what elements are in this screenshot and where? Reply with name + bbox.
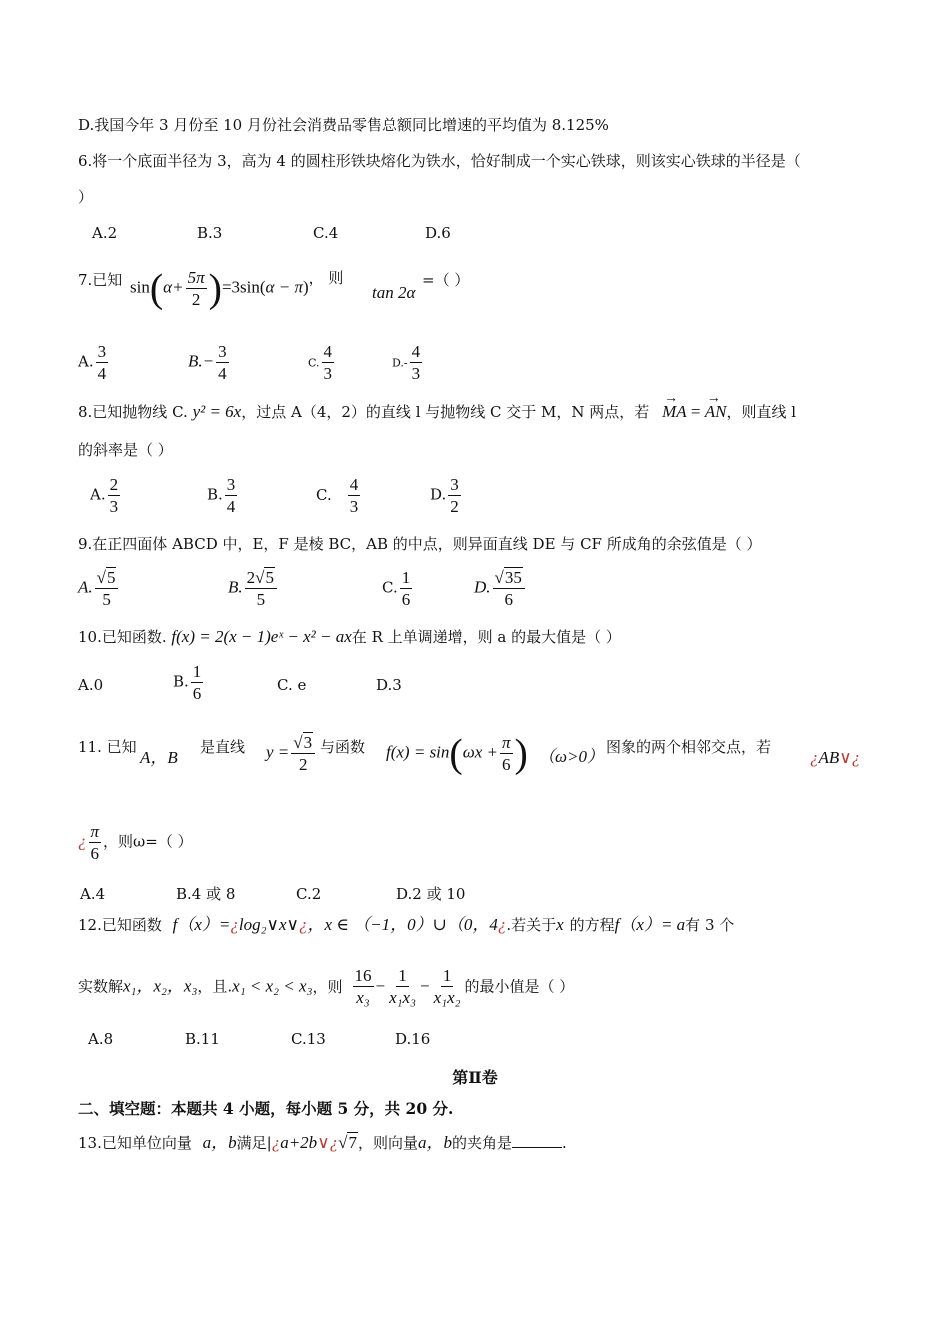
q11-func-expr: f(x) = sin(ωx + $\frac{\pi}{6}$ ) — [386, 730, 528, 776]
q8-option-d — [430, 475, 463, 516]
q7-option-c — [308, 342, 336, 383]
q7-frac-num: 5π — [187, 268, 205, 287]
q11-arg-den: 6 — [502, 755, 511, 774]
q11-line2-garble: ¿ — [78, 831, 87, 851]
q11-prefix: 11. 已知 — [78, 738, 137, 756]
q11-mid2: 与函数 — [320, 738, 366, 756]
q8-option-a-num: 2 — [109, 475, 119, 494]
q13-vecs: a，b — [202, 1133, 237, 1152]
q6-stem-line1: 6.将一个底面半径为 3，高为 4 的圆柱形铁块熔化为铁水，恰好制成一个实心铁球，则该实心铁球的半径是（ — [78, 152, 801, 170]
q7-option-a-num: 3 — [97, 342, 107, 361]
q7-option-c-frac — [322, 342, 335, 383]
q7-then: ， 则 — [308, 269, 344, 287]
q8-option-d-label: D. — [430, 485, 447, 504]
q12-mid4: ，则 — [312, 977, 343, 996]
q13-stem: 13.已知单位向量 a，b满足|¿a+2b∨¿√7，则向量a，b的夹角是 . — [78, 1133, 567, 1152]
q7-frac-den: 2 — [191, 290, 201, 309]
q9-option-a-den: 5 — [102, 590, 111, 609]
q8-parabola: y² = 6x — [192, 402, 242, 421]
q12-frac1 — [353, 966, 374, 1007]
q12-frac1-den: x₃ — [356, 988, 370, 1007]
q9-option-b-label: B. — [228, 577, 243, 597]
q9-option-a — [78, 568, 120, 609]
q8-vec-eq: = — [686, 402, 705, 421]
q12-garble3: ¿ — [497, 915, 507, 934]
q12-frac3-num: 1 — [442, 966, 452, 985]
q12-frac3 — [432, 966, 463, 1007]
q9-option-a-sqrt: 5 — [106, 568, 116, 587]
q12-line1 — [78, 915, 734, 935]
q7-option-d-frac — [410, 342, 423, 383]
q13-prefix: 13.已知单位向量 — [78, 1134, 192, 1152]
q12-frac1-num: 16 — [354, 966, 372, 985]
q13-answer-blank[interactable] — [512, 1133, 562, 1148]
q11-y-eq: y = — [266, 742, 290, 762]
q13-tail: 的夹角是 — [452, 1134, 513, 1152]
q11-line2-den: 6 — [90, 844, 100, 863]
q11-arg-num: π — [502, 733, 511, 752]
q8-option-b-frac — [225, 475, 238, 516]
q8-option-b-den: 4 — [226, 497, 236, 516]
q9-option-b — [228, 568, 279, 609]
q10-stem — [78, 627, 621, 647]
q11-arg: ωx + — [462, 742, 499, 762]
q8-option-d-frac — [448, 475, 461, 516]
q8-option-d-num: 3 — [450, 475, 459, 494]
q9-option-d-frac — [493, 568, 525, 609]
q7-rhs-arg: α − π — [265, 277, 303, 297]
q7-option-a-label: A. — [78, 352, 94, 371]
q7-option-b — [188, 342, 231, 383]
q7-option-b-frac — [216, 342, 229, 383]
q10-tail: 在 R 上单调递增，则 a 的最大值是（ ） — [351, 628, 621, 646]
q8-option-c-label: C. — [316, 485, 332, 504]
q13-sqrt: 7 — [348, 1133, 357, 1152]
q7-tan-text: tan 2α — [372, 283, 416, 302]
q12-roots: x₁，x₂，x₃ — [123, 976, 198, 996]
q12-frac2-num: 1 — [398, 966, 407, 985]
q6-option-b: B.3 — [197, 224, 223, 242]
q11-func: f(x) = sin — [386, 742, 450, 762]
q12-option-a: A.8 — [88, 1030, 114, 1048]
q10-option-d: D.3 — [376, 676, 402, 694]
q13-mid2: ，则向量 — [357, 1134, 418, 1152]
q9-option-b-den: 5 — [256, 590, 266, 609]
q11-cond-text: （ω>0） — [538, 747, 604, 766]
q5-option-d: D.我国今年 3 月份至 10 月份社会消费品零售总额同比增速的平均值为 8.125% — [78, 116, 609, 134]
q9-option-a-label: A. — [78, 577, 93, 597]
q11-option-c: C.2 — [296, 885, 322, 903]
q7-option-a — [78, 342, 110, 383]
q11-mid1: 是直线 — [200, 738, 246, 756]
q9-option-c-num: 1 — [401, 568, 411, 587]
q8-option-a — [90, 475, 122, 516]
q9-option-d-num: √35 — [493, 568, 525, 589]
q6-option-d: D.6 — [425, 224, 451, 242]
q10-option-c: C. e — [277, 676, 307, 694]
q11-y-den: 2 — [298, 755, 308, 774]
q11-ab: AB — [818, 748, 840, 767]
q12-eq: f（x）= a — [614, 915, 686, 934]
q13-garble: ¿ — [271, 1133, 281, 1152]
q6-option-c: C.4 — [313, 224, 339, 242]
q10-option-b — [173, 662, 205, 703]
q11-line2-num: π — [90, 822, 100, 841]
q11-option-b: B.4 或 8 — [176, 885, 236, 903]
q12-mid3: ，且. — [197, 977, 233, 996]
q7-option-d-num: 4 — [411, 342, 421, 361]
q12-garble: ¿ — [230, 915, 239, 934]
q11-option-d: D.2 或 10 — [396, 885, 466, 903]
q8-option-a-label: A. — [90, 485, 106, 504]
q9-option-c-den: 6 — [401, 590, 411, 609]
q7-expression: sin(α+ $\frac{5\pi}{2}$ )=3sin(α − π)， 则 — [130, 265, 344, 311]
q11-y-num: √3 — [291, 733, 315, 754]
q11-garble2: ∨¿ — [839, 748, 861, 767]
q11-cond — [538, 747, 604, 767]
q13-garble2: ∨¿ — [317, 1133, 339, 1152]
q6-option-a: A.2 — [92, 224, 118, 242]
q13-mid: 满足| — [236, 1134, 272, 1152]
part2-section-heading: 二、填空题：本题共 4 小题，每小题 5 分，共 20 分. — [78, 1099, 454, 1118]
q8-option-c-frac — [348, 475, 361, 516]
q7-option-c-label: C. — [308, 356, 320, 370]
q11-line2 — [78, 822, 193, 863]
q8-option-a-frac — [108, 475, 121, 516]
q11-mid3: 图象的两个相邻交点，若 — [606, 738, 772, 756]
q8-option-b — [207, 475, 239, 516]
q7-option-c-den: 3 — [323, 364, 333, 383]
q10-option-b-label: B. — [173, 672, 189, 691]
q7-option-d — [392, 342, 424, 383]
q7-tail: =（ ） — [422, 271, 470, 289]
q11-points-text: A，B — [140, 748, 178, 767]
q9-option-d — [474, 568, 527, 609]
q10-option-b-num: 1 — [192, 662, 202, 681]
q7-prefix: 7.已知 — [78, 271, 123, 289]
part2-title: 第Ⅱ卷 — [452, 1068, 498, 1087]
q12-garble2: ¿ — [298, 915, 308, 934]
q12-line2: 实数解x₁，x₂，x₃，且.x₁ < x₂ < x₃，则 $\frac{16}{\text{x₃}}$ − $\frac{1}{\text{x₁x₃}}$ − $\frac{1}{\text{x₁x₂}}$ 的最小值是（ ） — [78, 966, 575, 1007]
q12-line2-prefix: 实数解 — [78, 977, 124, 996]
q12-func: f（x）= — [172, 915, 231, 934]
q6-stem-line2: ） — [78, 188, 94, 206]
q11-arg-frac — [500, 733, 513, 774]
q9-option-a-frac — [95, 568, 119, 609]
q11-ab-expr — [810, 748, 860, 768]
q7-option-b-label: B.− — [188, 351, 215, 371]
q7-option-b-den: 4 — [218, 364, 227, 383]
q11-garble1: ¿ — [810, 748, 819, 767]
q7-option-a-den: 4 — [97, 364, 107, 383]
q7-tan — [372, 283, 415, 303]
q8-option-c-den: 3 — [349, 497, 359, 516]
q11-points — [140, 748, 178, 768]
q8-stem — [78, 402, 796, 422]
q9-option-c — [382, 568, 414, 609]
q10-prefix: 10.已知函数. — [78, 628, 172, 646]
q9-option-b-num: 2√5 — [245, 568, 277, 589]
q11-option-a: A.4 — [80, 885, 106, 903]
q12-option-b: B.11 — [185, 1030, 220, 1048]
q12-frac3-den: x₁x₂ — [433, 988, 461, 1007]
q7-option-c-num: 4 — [323, 342, 333, 361]
q8-option-b-num: 3 — [226, 475, 236, 494]
q9-option-d-den: 6 — [504, 590, 513, 609]
q12-option-d: D.16 — [395, 1030, 431, 1048]
q8-option-d-den: 2 — [450, 497, 459, 516]
q13-end: . — [562, 1134, 567, 1152]
q11-y-expr — [266, 733, 317, 774]
q12-x: x — [556, 915, 564, 934]
q7-alpha-plus: α+ — [163, 277, 184, 297]
q10-option-b-frac — [191, 662, 204, 703]
q8-option-b-label: B. — [207, 485, 223, 504]
q7-sin: sin — [130, 277, 150, 297]
q9-option-d-label: D. — [474, 577, 491, 597]
q7-option-d-label: D.- — [392, 356, 408, 370]
q8-vec-an: → AN — [705, 402, 727, 422]
q8-tail: ，则直线 l — [726, 403, 797, 421]
q8-prefix: 8.已知抛物线 C. — [78, 403, 193, 421]
q9-option-c-frac — [400, 568, 413, 609]
q13-expr: a+2b — [280, 1133, 318, 1152]
q11-y-frac — [291, 733, 315, 774]
q12-order: x₁ < x₂ < x₃ — [232, 976, 313, 996]
q8-option-c — [316, 475, 362, 516]
q10-option-b-den: 6 — [192, 684, 202, 703]
q7-option-b-num: 3 — [218, 342, 227, 361]
q12-option-c: C.13 — [291, 1030, 326, 1048]
q9-option-d-sqrt: 35 — [504, 568, 522, 587]
q10-option-a: A.0 — [78, 676, 104, 694]
q12-tail: 有 3 个 — [685, 916, 735, 934]
q8-option-c-num: 4 — [349, 475, 359, 494]
q11-line2-tail: ，则ω=（ ） — [103, 832, 193, 851]
q9-stem: 9.在正四面体 ABCD 中，E，F 是棱 BC，AB 的中点，则异面直线 DE 与 CF 所成角的余弦值是（ ） — [78, 535, 762, 553]
q12-log: log₂∨x∨ — [238, 915, 299, 934]
q9-option-b-sqrt: 5 — [265, 568, 274, 587]
q11-y-sqrt: 3 — [303, 733, 313, 752]
q11-line2-frac — [89, 822, 102, 863]
q12-frac2 — [387, 966, 418, 1007]
q8-vec-ma: → MA — [662, 402, 687, 422]
q8-mid: ，过点 A（4，2）的直线 l 与抛物线 C 交于 M，N 两点，若 — [241, 403, 650, 421]
q12-prefix: 12.已知函数 — [78, 916, 162, 934]
q13-vecs2: a，b — [418, 1133, 452, 1152]
q12-frac2-den: x₁x₃ — [389, 988, 417, 1007]
q8-option-a-den: 3 — [109, 497, 119, 516]
q8-line2: 的斜率是（ ） — [78, 441, 173, 459]
q12-mid: .若关于 — [506, 916, 557, 934]
q7-rhs: =3sin — [221, 277, 260, 297]
q9-option-b-frac — [245, 568, 277, 609]
q9-option-b-coef: 2 — [246, 568, 256, 587]
q12-line2-tail: 的最小值是（ ） — [464, 977, 575, 996]
q7-frac — [186, 268, 207, 309]
q7-option-a-frac — [96, 342, 109, 383]
q12-domain: ，x ∈ （−1，0）∪（0，4 — [307, 915, 498, 934]
q10-func: f(x) = 2(x − 1)eˣ − x² − ax — [171, 627, 352, 646]
q7-option-d-den: 3 — [411, 364, 421, 383]
q12-mid2: 的方程 — [569, 916, 615, 934]
q9-option-a-num: √5 — [95, 568, 119, 589]
q9-option-c-label: C. — [382, 578, 398, 597]
